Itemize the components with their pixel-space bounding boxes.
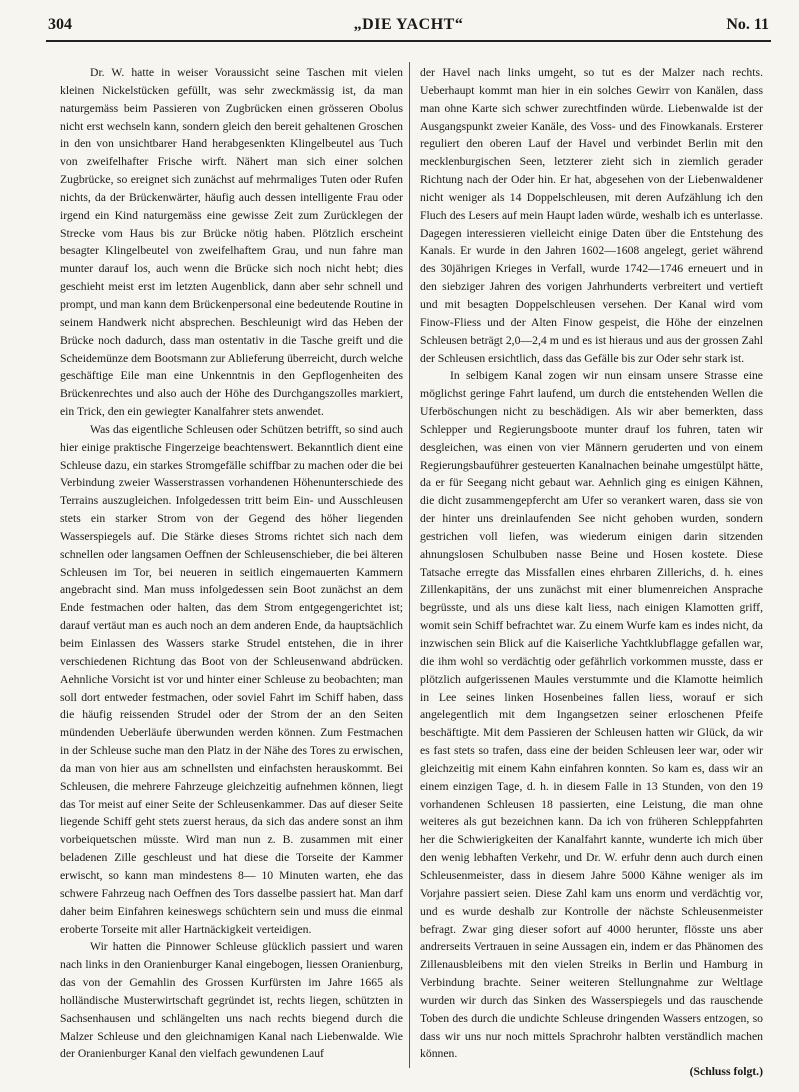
left-column — [60, 64, 403, 1063]
publication-title: „DIE YACHT“ — [353, 16, 464, 33]
paragraph: In selbigem Kanal zogen wir nun einsam unsere Strasse eine möglichst geringe Fahrt laufend, um durch die entstehenden Wellen die Uferböschungen nicht zu beschädigen. Als wir aber bemerkten, dass Schlepper und Regierungsboote munter drauf los fuhren, taten wir desgleichen, was einen von vier Männern geruderten und von einem Regierungsbauführer gesteuerten Kanalnachen beinahe umgestülpt hätte, da er für Seegang nicht gebaut war. Aehnlich ging es einigen Kähnen, die dicht zusammengepfercht am Ufer so verankert waren, dass sie von der hinter uns dreinlaufenden See nicht gehoben wurden, sondern gestrichen voll liefen, was wiederum einigen darin sitzenden ahnungslosen Schulbuben nasse Beine und Hosen kostete. Diese Tatsache erregte das Missfallen eines ehrbaren Zillerichs, d. h. eines Zillenkapitäns, der uns zunächst mit einer blumenreichen Ansprache begrüsste, und als uns diese kalt liess, nach einigen Klamotten griff, womit sein Schiff befrachtet war. Zu einem Wurfe kam es indes nicht, da inzwischen sein Blick auf die Kaiserliche Yachtklubflagge gefallen war, die ihm wohl so verdächtig oder gefährlich vorkommen musste, dass er plötzlich aufgerissenen Maules verstummte und die Klamotte heimlich in Lee seines linken Hosenbeines fallen liess, worauf er sich angelegentlich mit dem Ingangsetzen seiner erloschenen Pfeife beschäftigte. Mit dem Passieren der Schleusen hatten wir Glück, da wir es fast stets so trafen, dass eine der beiden Schleusen leer war, oder wir gleichzeitig mit einem Kahn einfahren konnten. So kam es, dass wir an einem einzigen Tage, d. h. in diesem Falle in 13 Stunden, von den 19 vorhandenen Schleusen 18 passierten, eine Leistung, die man ohne weiteres als gut bezeichnen kann. Da ich von früheren Schleppfahrten her die Schwierigkeiten der Kanalfahrt kannte, wunderte ich mich über den wenig lebhaften Verkehr, und Dr. W. erfuhr denn auch durch einen Schleusenmeister, dass in diesem Jahre 5000 Kähne weniger als im Vorjahre passiert seien. Diese Zahl kam uns enorm und verdächtig vor, und es wurde deshalb zur Kontrolle der nächste Schleusenmeister befragt. Zwar ging dieser sofort auf 4000 herunter, flösste uns aber andrerseits Vertrauen in seine Aussagen ein, indem er das Phänomen des Zillenausbleibens mit den vielen Streiks in Berlin und Hamburg in Verbindung brachte. Seiner weiteren Stellungnahme zur Weltlage wurden wir durch das Sinken des Wasserspiegels und das rauschende Toben des durch die undichte Schleuse dringenden Wassers entzogen, so dass wir uns nur noch mittels Sprachrohr halbten verständlich machen können. — [420, 369, 763, 1061]
paragraph: der Havel nach links umgeht, so tut es der Malzer nach rechts. Ueberhaupt kommt man hier in ein solches Gewirr von Kanälen, dass man ohne Karte sich schwer zurechtfinden würde. Liebenwalde ist der Ausgangspunkt zweier Kanäle, des Voss- und des Finowkanals. Ersterer reguliert den oberen Lauf der Havel und verbindet Berlin mit den mecklenburgischen Seen, letzterer zieht sich in ziemlich gerader Richtung nach der Oder hin. Er hat, abgesehen von der Liebenwaldener nicht weniger als 14 Doppelschleusen, mit deren Aufzählung ich den Fluch des Lesers auf mein Haupt laden würde, weshalb ich es unterlasse. Dagegen interessieren vielleicht einige Daten über die Entstehung des Kanals. Er wurde in den Jahren 1602—1608 angelegt, geriet während des 30jährigen Krieges in Verfall, wurde 1742—1746 erneuert und in den siebziger Jahren des vorigen Jahrhunderts verbreitert und vertieft und mit besagten Doppelschleusen versehen. Der Kanal wird vom Finow-Fliess und der Alten Finow gespeist, die Höhe der einzelnen Schleusen beträgt 2,0—2,4 m und es ist hieraus und aus der grossen Zahl der Schleusen ersichtlich, dass das Gefälle bis zur Oder sehr stark ist. — [420, 66, 763, 365]
issue-number: No. 11 — [726, 16, 769, 33]
paragraph: Dr. W. hatte in weiser Voraussicht seine Taschen mit vielen kleinen Nickelstücken gefüllt, was sehr zweckmässig ist, da man naturgemäss beim Passieren von Zugbrücken einen grösseren Obolus nicht erst wechseln kann, sondern gleich den bereit gehaltenen Groschen in den von unsichtbarer Hand herabgesenkten Klingelbeutel aus Tuch von zweifelhafter Frische wirft. Nähert man sich einer solchen Zugbrücke, so ereignet sich zunächst auf mehrmaliges Tuten oder Rufen nichts, da der Brückenwärter, häufig auch dessen intelligente Frau oder irgend ein Kind naturgemäss eine gewisse Zeit zum Zurücklegen der Strecke vom Haus bis zur Brücke nötig haben. Plötzlich erscheint besagter Klingelbeutel von zweifelhaftem Grau, und nun fahre man munter darauf los, auch wenn die Brücke sich noch nicht hebt; dies geschieht meist erst im letzten Augenblick, dann aber sehr schnell und prompt, und man kann dem Brückenpersonal eine bedeutende Routine in seinem Handwerk nicht absprechen. Beschleunigt wird das Heben der Brücke noch dadurch, dass man ostentativ in die Tasche greift und die Scheidemünze dem Bootsmann zur Ablieferung überreicht, durch welche geschäftige Eile man eine Unkenntnis in den Gepflogenheiten des Brückenrechtes und also auch der Höhe des Durchgangszolles markiert, ein Trick, den ein gewiegter Kanalfahrer stets anwendet. — [60, 66, 403, 419]
paragraph: Was das eigentliche Schleusen oder Schützen betrifft, so sind auch hier einige praktische Fingerzeige beachtenswert. Bekanntlich dient eine Schleuse dazu, ein starkes Stromgefälle schiffbar zu machen oder die bei Verbindung zweier Wasserstrassen vorhandenen Höhenunterschiede des Terrains auszugleichen. Infolgedessen tritt beim Ein- und Ausschleusen stets ein starker Strom von der Gegend des höher liegenden Wasserspiegels auf. Die Stärke dieses Stroms richtet sich nach dem schnellen oder langsamen Oeffnen der Schleusenschieber, die bei älteren Schleusen im Tor, bei neueren in seitlich eingemauerten Kammern angebracht sind. Man muss infolgedessen sein Boot zunächst an dem Ende festmachen oder halten, das dem Strom entgegengerichtet ist; darauf vertäut man es auch noch an dem anderen Ende, da hauptsächlich beim Einlassen des Wassers starke Strudel entstehen, die in ihrer verschiedenen Richtung das Boot von der Schleusenwand abdrücken. Aehnliche Vorsicht ist vor und hinter einer Schleuse zu beobachten; man soll dort entweder festmachen, oder soviel Fahrt im Schiff haben, dass die häufig reissenden Strudel oder der Strom der an den Seiten mündenden Ueberläufe überwunden werden können. Zum Festmachen in der Schleuse suche man den Platz in der Nähe des Tores zu erwischen, da man von hier aus am schnellsten und einfachsten herauskommt. Bei Schleusen, die mehrere Fahrzeuge gleichzeitig aufnehmen können, liegt das Tor meist auf einer Seite der Schleusenkammer. Das auf dieser Seite liegende Schiff geht stets zuerst heraus, da sich das andere sonst an ihm vorbeiquetschen müsste. Wird man nun z. B. zusammen mit einer beladenen Zille geschleust und hat diese die Torseite der Kammer erwischt, so kann man mindestens 8— 10 Minuten warten, ehe das schwere Fahrzeug nach Oeffnen des Tors dasselbe passiert hat. Man darf daher beim Einfahren keineswegs schüchtern sein und muss die einmal eroberte Torseite mit aller Hartnäckigkeit verteidigen. — [60, 422, 403, 936]
header-rule — [46, 40, 771, 42]
paragraph: Wir hatten die Pinnower Schleuse glücklich passiert und waren nach links in den Oranienburger Kanal eingebogen, liessen Oranienburg, das von der Gemahlin des Grossen Kurfürsten im Jahre 1665 als holländische Musterwirtschaft gegründet ist, rechts liegen, schützten in Sachsenhausen und schlängelten uns nach rechts biegend durch die Malzer Schleuse und den gleichnamigen Kanal nach Liebenwalde. Wie der Oranienburger Kanal den vielfach gewundenen Lauf — [60, 940, 403, 1061]
column-divider — [409, 62, 410, 1068]
page-number: 304 — [48, 16, 72, 33]
continuation-note: (Schluss folgt.) — [689, 1065, 763, 1079]
right-column — [420, 64, 763, 1081]
page-header — [48, 16, 769, 40]
